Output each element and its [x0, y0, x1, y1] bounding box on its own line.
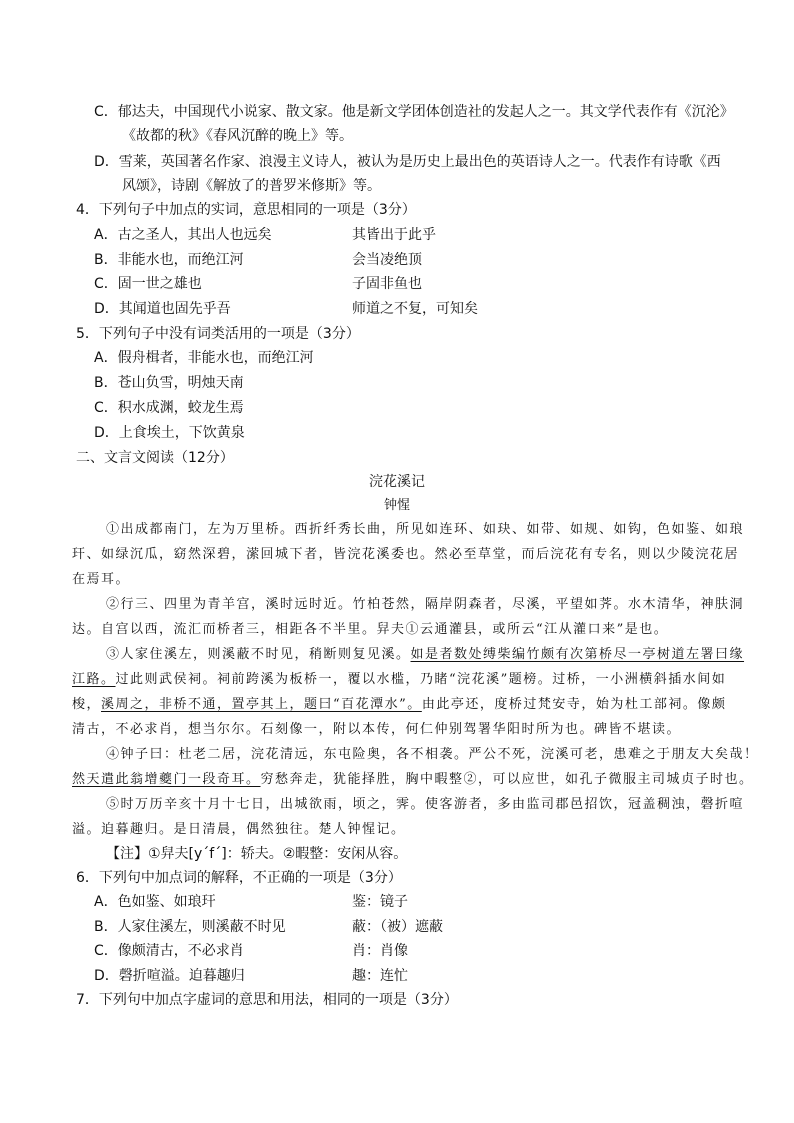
q7-stem: 7．下列句中加点字虚词的意思和用法，相同的一项是（3分）	[76, 992, 458, 1008]
q4-option-d-compare: 师道之不复，可知矣	[352, 301, 478, 317]
q4-option-a: A．古之圣人，其出人也远矣	[94, 227, 272, 243]
passage-p1-line1: ①出成都南门，左为万里桥。西折纤秀长曲，所见如连环、如玦、如带、如规、如钩，色如鉴、如琅	[106, 522, 745, 537]
q5-option-a: A．假舟楫者，非能水也，而绝江河	[94, 350, 314, 366]
q4-option-c-compare: 子固非鱼也	[352, 276, 422, 292]
q6-option-a: A．色如鉴、如琅玕	[94, 894, 216, 910]
q5-option-d: D．上食埃土，下饮黄泉	[94, 425, 245, 441]
passage-p3-line4: 清古，不必求肖，想当尔尔。石刻像一，附以本传，何仁仲别驾署华阳时所为也。碑皆不堪读。	[72, 722, 682, 737]
q6-option-b: B．人家住溪左，则溪蔽不时见	[94, 919, 286, 935]
q4-option-b-compare: 会当凌绝顶	[352, 252, 422, 268]
passage-p1-line3: 在焉耳。	[72, 572, 131, 587]
q6-option-b-gloss: 蔽：（被）遮蔽	[352, 919, 443, 935]
q6-option-c-gloss: 肖：肖像	[352, 943, 408, 959]
q5-option-c: C．积水成渊，蛟龙生焉	[94, 400, 244, 416]
passage-p3-line2-text: 过此则武侯祠。祠前跨溪为板桥一，覆以水槛，乃睹“浣花溪”题榜。过桥，一小洲横斜插水间如	[115, 672, 727, 687]
passage-p3-line2	[72, 670, 726, 690]
q4-option-c: C．固一世之雄也	[94, 276, 202, 292]
option-c-line2: 《故都的秋》《春风沉醉的晚上》等。	[122, 128, 353, 144]
passage-p4-line1: ④钟子曰：杜老二居，浣花清远，东屯险奥，各不相袭。严公不死，浣溪可老，患难之于朋友大矣哉！	[106, 747, 759, 762]
passage-p3-underlined-3: 溪周之，非桥不通，置亭其上，题曰“百花潭水”。	[101, 697, 422, 712]
q6-option-d-gloss: 趣：连忙	[352, 968, 408, 984]
passage-p3-underlined-1: 如是者数处缚柴编竹颇有次第桥尽一亭树道左署曰缘	[410, 647, 745, 662]
q4-stem: 4．下列句子中加点的实词，意思相同的一项是（3分）	[76, 202, 416, 218]
passage-p3-line3-head: 梭，	[72, 697, 102, 712]
option-d-line2: 风颂》，诗剧《解放了的普罗米修斯》等。	[122, 178, 381, 194]
passage-p3-line3	[72, 695, 726, 715]
q6-stem: 6．下列句中加点词的解释，不正确的一项是（3分）	[76, 870, 402, 886]
passage-p5-line1: ⑤时万历辛亥十月十七日，出城欲雨，顷之，霁。使客游者，多由监司郡邑招饮，冠盖稠浊，磬折喧	[106, 797, 745, 812]
passage-note: 【注】①舁夫[yˊfˊ]：轿夫。②暇整：安闲从容。	[106, 846, 408, 862]
q6-option-c: C．像颇清古，不必求肖	[94, 943, 244, 959]
passage-p4-underlined: 然天遣此翁增夔门一段奇耳。	[72, 772, 261, 787]
passage-p3-line3-tail: 由此亭还，度桥过梵安寺，始为杜工部祠。像颇	[421, 697, 727, 712]
q4-option-b: B．非能水也，而绝江河	[94, 252, 244, 268]
passage-title: 浣花溪记	[369, 474, 425, 490]
q4-option-a-compare: 其皆出于此乎	[352, 227, 436, 243]
passage-p5-line2: 溢。迫暮趣归。是日清晨，偶然独往。楚人钟惺记。	[72, 822, 406, 837]
q4-option-d: D．其闻道也固先乎吾	[94, 301, 231, 317]
section-heading: 二、文言文阅读（12分）	[76, 450, 234, 466]
q6-option-a-gloss: 鉴：镜子	[352, 894, 408, 910]
passage-p4-line2	[72, 770, 754, 790]
option-d-line1: D．雪莱，英国著名作家、浪漫主义诗人，被认为是历史上最出色的英语诗人之一。代表作有诗歌《西	[94, 154, 721, 170]
passage-p3-underlined-2: 江路。	[72, 672, 116, 687]
option-c-line1: C．郁达夫，中国现代小说家、散文家。他是新文学团体创造社的发起人之一。其文学代表作有《沉沦》	[94, 104, 734, 120]
passage-p4-line2-text: 穷愁奔走，犹能择胜，胸中暇整②，可以应世，如孔子微服主司城贞子时也。	[260, 772, 754, 787]
passage-author: 钟惺	[383, 498, 410, 513]
q5-option-b: B．苍山负雪，明烛天南	[94, 375, 244, 391]
passage-p1-line2: 玕、如绿沉瓜，窈然深碧，潆回城下者，皆浣花溪委也。然必至草堂，而后浣花有专名，则以少陵浣花居	[72, 547, 740, 562]
passage-p2-line1: ②行三、四里为青羊宫，溪时远时近。竹柏苍然，隔岸阴森者，尽溪，平望如荠。水木清华，神肤洞	[106, 597, 745, 612]
passage-p3-line1-text: ③人家住溪左，则溪蔽不时见，稍断则复见溪。	[106, 647, 411, 662]
q6-option-d: D．磬折喧溢。迫暮趣归	[94, 968, 245, 984]
passage-p3-line1	[106, 645, 744, 665]
q5-stem: 5．下列句子中没有词类活用的一项是（3分）	[76, 326, 360, 342]
passage-p2-line2: 达。自宫以西，流汇而桥者三，相距各不半里。舁夫①云通灌县，或所云“江从灌口来”是也。	[72, 622, 669, 637]
